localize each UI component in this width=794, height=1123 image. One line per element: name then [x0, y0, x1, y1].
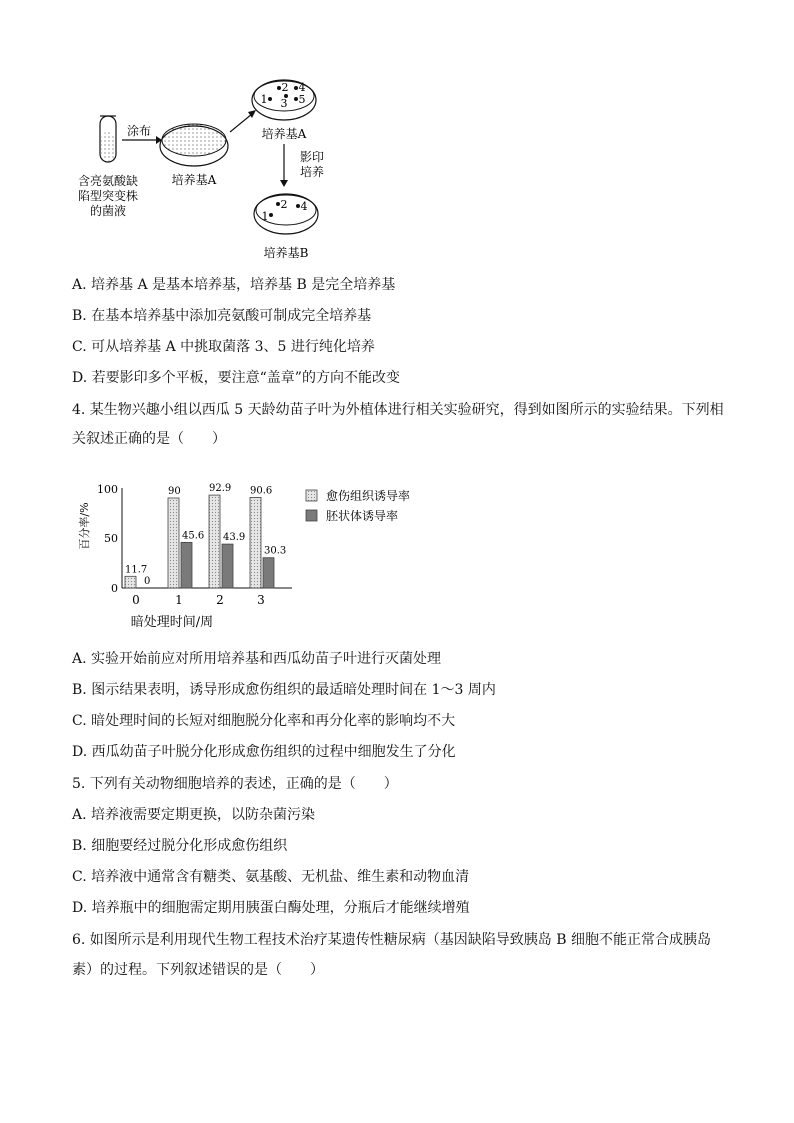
bar-s1-2 — [209, 495, 220, 588]
tube-label-line2: 陷型突变株 — [77, 189, 139, 203]
q4-option-d: D. 西瓜幼苗子叶脱分化形成愈伤组织的过程中细胞发生了分化 — [72, 744, 456, 760]
q3-option-b: B. 在基本培养基中添加亮氨酸可制成完全培养基 — [72, 308, 372, 324]
xtick-2: 2 — [216, 593, 224, 607]
q3-option-d: D. 若要影印多个平板，要注意“盖章”的方向不能改变 — [72, 370, 400, 386]
q4-option-c: C. 暗处理时间的长短对细胞脱分化率和再分化率的影响均不大 — [72, 713, 456, 729]
bar-s2-1 — [181, 542, 192, 588]
value-label-s2-2: 43.9 — [223, 532, 246, 544]
ytick-100: 100 — [97, 483, 118, 496]
legend-swatch-2 — [306, 510, 317, 521]
colony-a-5: 5 — [298, 93, 306, 106]
xtick-0: 0 — [132, 593, 140, 607]
plate-a-second-label: 培养基A — [261, 127, 307, 141]
bar-s1-3 — [250, 497, 261, 588]
chart-xlabel: 暗处理时间/周 — [130, 615, 214, 630]
q5-option-a: A. 培养液需要定期更换，以防杂菌污染 — [72, 807, 316, 823]
legend-swatch-1 — [306, 490, 317, 501]
q5-stem: 5. 下列有关动物细胞培养的表述，正确的是（ ） — [72, 776, 398, 792]
q6-stem-line2: 素）的过程。下列叙述错误的是（ ） — [72, 962, 324, 978]
q5-option-b: B. 细胞要经过脱分化形成愈伤组织 — [72, 838, 288, 854]
value-label-s1-2: 92.9 — [209, 483, 232, 495]
value-label-s1-1: 90 — [168, 486, 181, 497]
value-label-s1-3: 90.6 — [250, 485, 273, 497]
ytick-50: 50 — [104, 532, 118, 545]
colony-b-1: 1 — [261, 210, 269, 223]
bar-chart — [70, 478, 450, 638]
ytick-0: 0 — [111, 582, 118, 595]
q5-option-c: C. 培养液中通常含有糖类、氨基酸、无机盐、维生素和动物血清 — [72, 869, 470, 885]
colony-a-1: 1 — [260, 93, 268, 106]
transfer-arrow — [230, 114, 252, 132]
chart-ylabel: 百分率/% — [78, 502, 91, 550]
replica-plating-diagram — [60, 72, 360, 272]
value-label-s1-0: 11.7 — [125, 564, 148, 576]
colony-a-3: 3 — [280, 97, 288, 110]
xtick-3: 3 — [257, 593, 265, 607]
bar-s2-3 — [263, 558, 274, 588]
test-tube — [100, 116, 116, 162]
bar-s1-1 — [168, 498, 179, 588]
bar-s2-2 — [222, 544, 233, 588]
colony-b-4: 4 — [300, 200, 308, 213]
value-label-s2-0: 0 — [144, 576, 151, 587]
plate-a-dotted — [160, 124, 228, 166]
replica-label-line2: 培养 — [300, 165, 325, 179]
tube-label-line1: 含亮氨酸缺 — [77, 174, 139, 188]
replica-arrow-head — [280, 180, 288, 187]
q3-option-c: C. 可从培养基 A 中挑取菌落 3、5 进行纯化培养 — [72, 339, 375, 355]
bar-s1-0 — [125, 576, 136, 588]
q3-option-a: A. 培养基 A 是基本培养基，培养基 B 是完全培养基 — [72, 277, 396, 293]
replica-label-line1: 影印 — [300, 150, 325, 164]
value-label-s2-3: 30.3 — [264, 545, 287, 557]
spread-label: 涂布 — [126, 124, 152, 138]
q5-option-d: D. 培养瓶中的细胞需定期用胰蛋白酶处理，分瓶后才能继续增殖 — [72, 900, 470, 916]
tube-label-line3: 的菌液 — [89, 204, 127, 218]
colony-a-4: 4 — [298, 81, 306, 94]
q6-stem-line1: 6. 如图所示是利用现代生物工程技术治疗某遗传性糖尿病（基因缺陷导致胰岛 B 细胞不能正常合成胰岛 — [72, 932, 711, 948]
colony-a-2: 2 — [281, 81, 289, 94]
value-label-s2-1: 45.6 — [182, 530, 205, 542]
xtick-1: 1 — [175, 593, 183, 607]
q4-stem-line1: 4. 某生物兴趣小组以西瓜 5 天龄幼苗子叶为外植体进行相关实验研究，得到如图所示的实验结果。下列相 — [72, 402, 724, 418]
colony-b-2: 2 — [280, 198, 288, 211]
q4-option-a: A. 实验开始前应对所用培养基和西瓜幼苗子叶进行灭菌处理 — [72, 651, 442, 667]
plate-b-label: 培养基B — [263, 246, 309, 260]
plate-a-first-label: 培养基A — [171, 173, 217, 187]
legend-label-2: 胚状体诱导率 — [326, 509, 399, 523]
q4-stem-line2: 关叙述正确的是（ ） — [72, 431, 226, 447]
legend-label-1: 愈伤组织诱导率 — [326, 489, 411, 503]
q4-option-b: B. 图示结果表明，诱导形成愈伤组织的最适暗处理时间在 1～3 周内 — [72, 682, 496, 698]
